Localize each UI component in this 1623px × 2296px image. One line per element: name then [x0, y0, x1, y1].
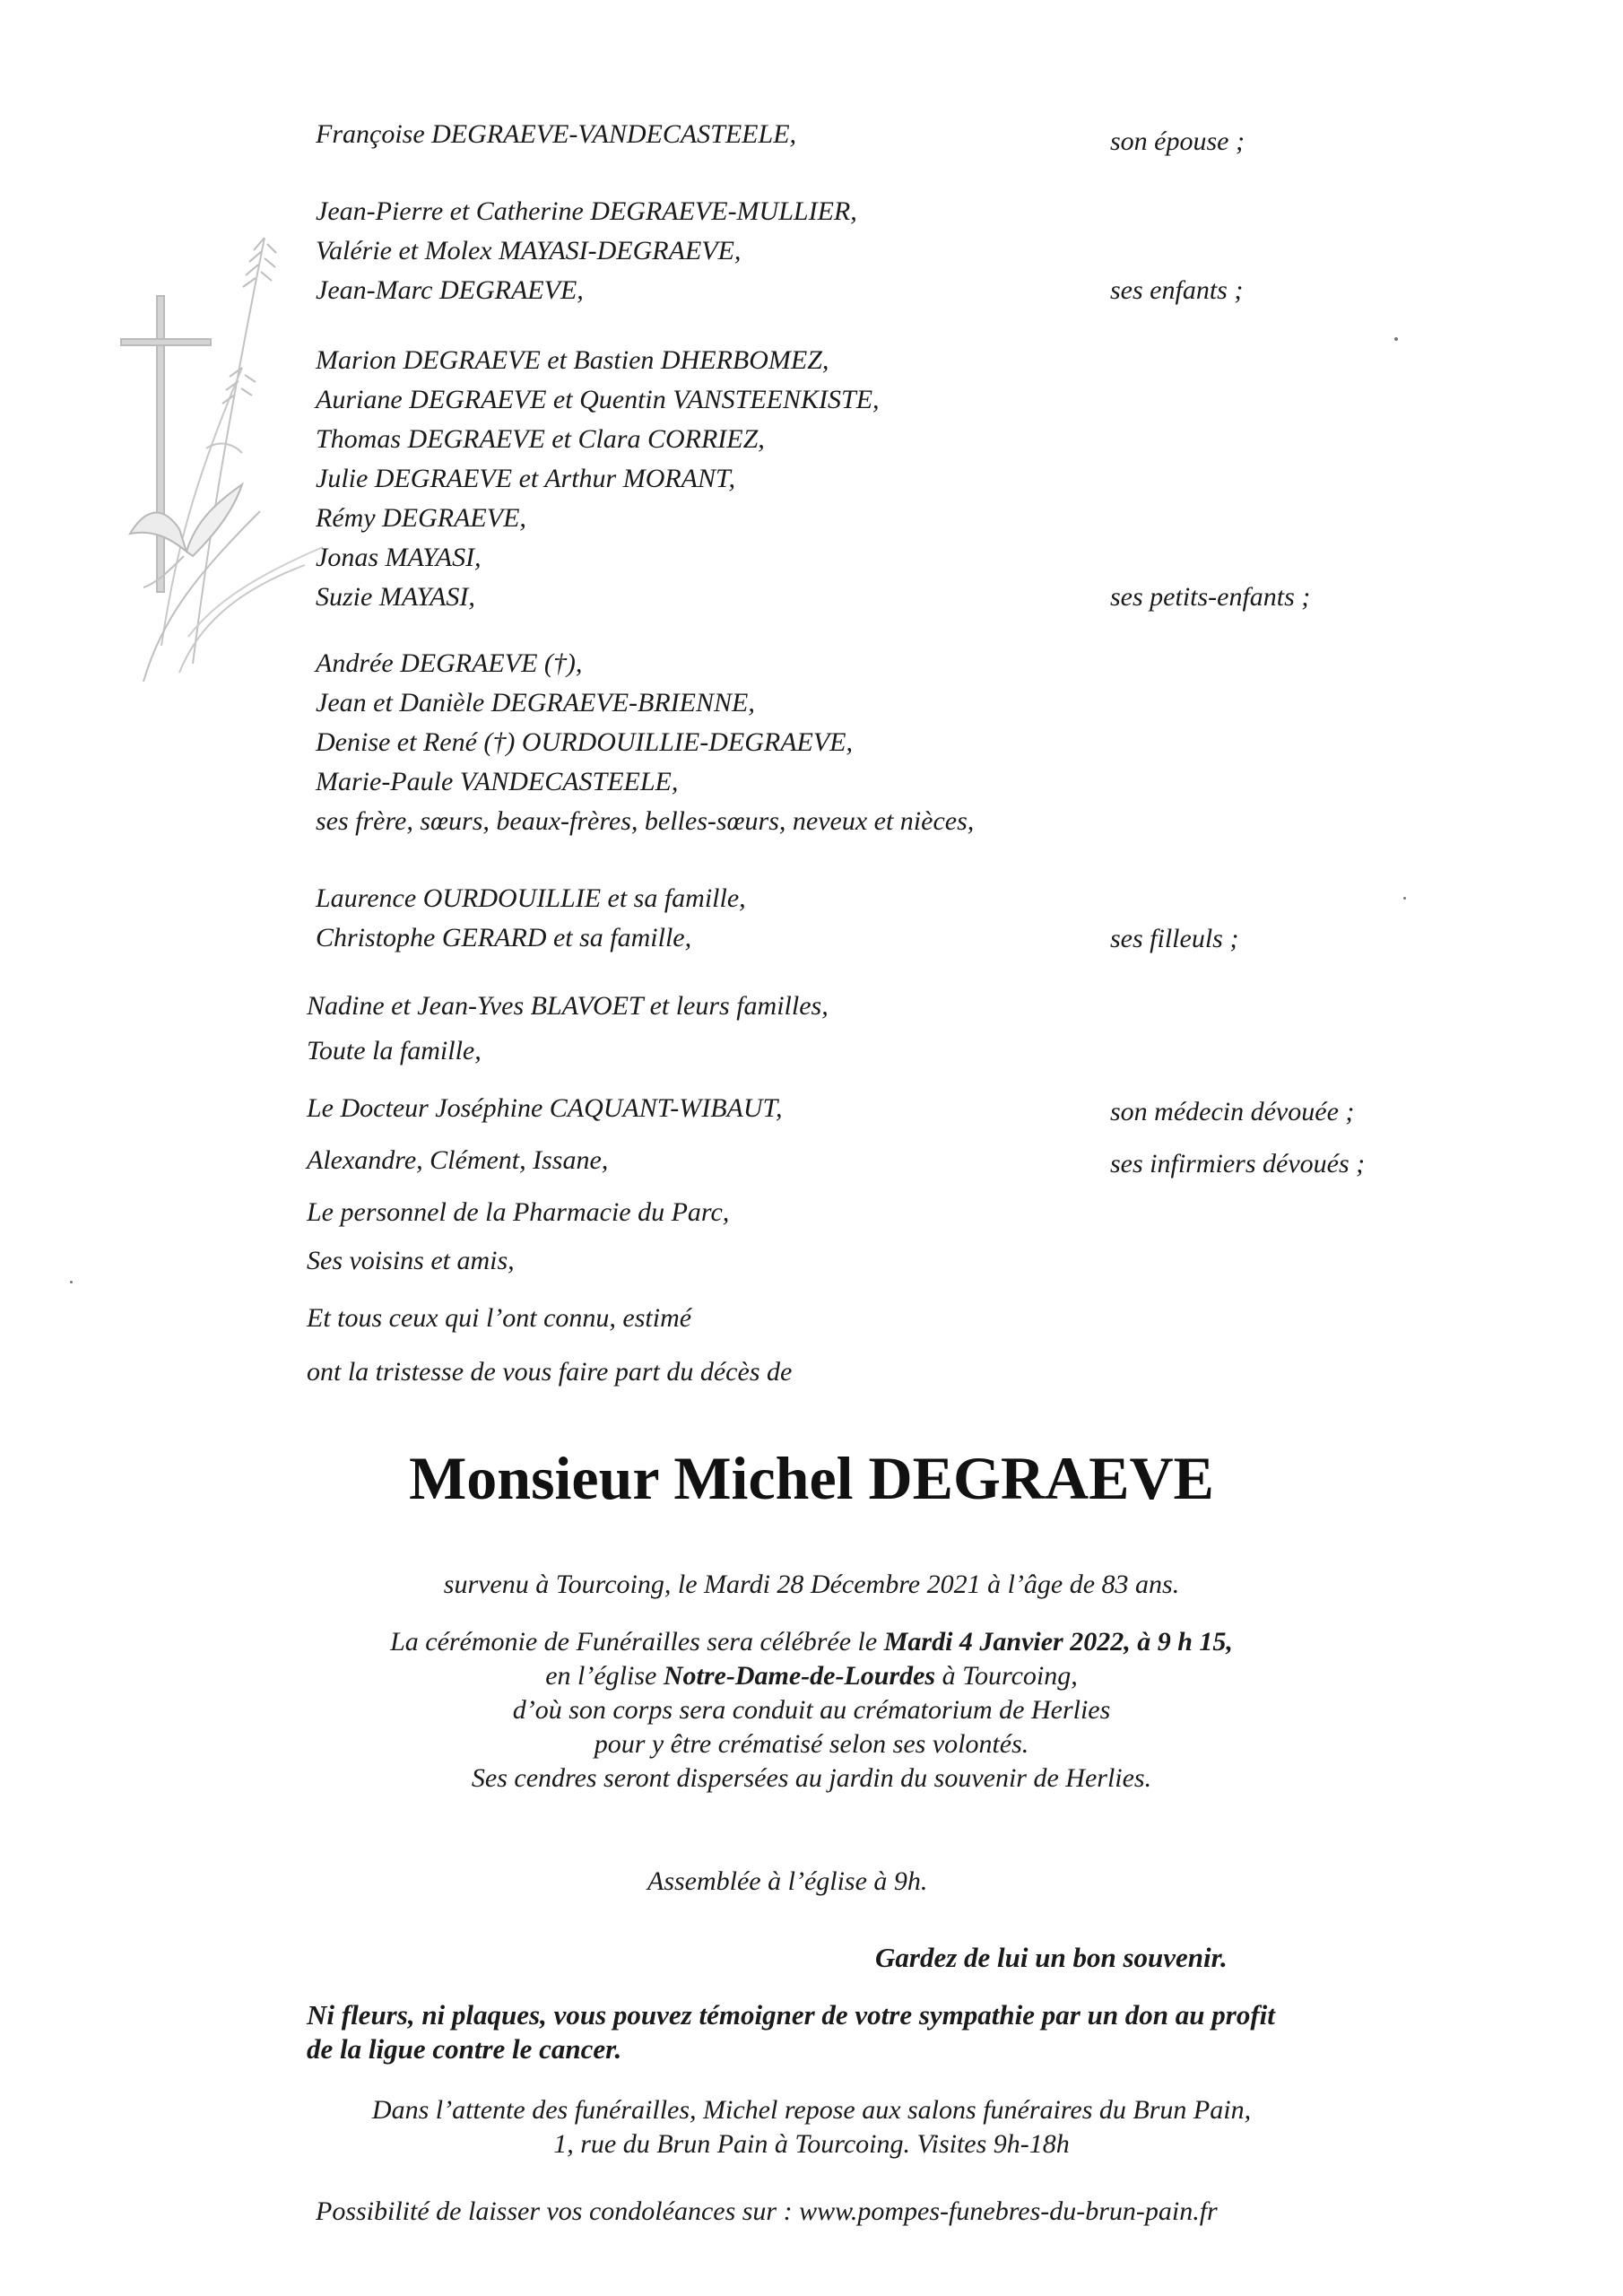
- godchild-name: Christophe GERARD et sa famille,: [316, 923, 692, 952]
- grandchild-name: Thomas DEGRAEVE et Clara CORRIEZ,: [316, 424, 765, 454]
- sibling-name: Marie-Paule VANDECASTEELE,: [316, 767, 679, 796]
- sibling-name: Jean et Danièle DEGRAEVE-BRIENNE,: [316, 688, 755, 718]
- deceased-name: Monsieur Michel DEGRAEVE: [409, 1444, 1214, 1512]
- flowers-line-2: de la ligue contre le cancer.: [307, 2033, 622, 2065]
- all-line-1: Et tous ceux qui l’ont connu, estimé: [307, 1303, 692, 1333]
- godchild-name: Laurence OURDOUILLIE et sa famille,: [316, 883, 746, 913]
- doctor-line: Le Docteur Joséphine CAQUANT-WIBAUT,: [307, 1093, 783, 1123]
- child-name: Jean-Pierre et Catherine DEGRAEVE-MULLIER,: [316, 196, 857, 226]
- blavoet-line: Nadine et Jean-Yves BLAVOET et leurs familles,: [307, 991, 829, 1021]
- church-post: à Tourcoing,: [935, 1661, 1078, 1691]
- ceremony-date: Mardi 4 Janvier 2022, à 9 h 15,: [883, 1627, 1233, 1657]
- rest-line-2: 1, rue du Brun Pain à Tourcoing. Visites 9h-18h: [553, 2129, 1070, 2159]
- godchildren-relation: ses filleuls ;: [1110, 924, 1239, 953]
- whole-family-line: Toute la famille,: [307, 1036, 482, 1065]
- scan-speck: [70, 1281, 73, 1283]
- rest-line-1: Dans l’attente des funérailles, Michel repose aux salons funéraires du Brun Pain,: [371, 2095, 1252, 2125]
- cross-lily-wheat-icon: [108, 215, 332, 682]
- pharmacy-line: Le personnel de la Pharmacie du Parc,: [307, 1197, 730, 1227]
- children-list: [316, 192, 857, 310]
- scan-speck: [1394, 337, 1398, 341]
- condolences-line: Possibilité de laisser vos condoléances sur : www.pompes-funebres-du-brun-pain.fr: [316, 2196, 1218, 2226]
- all-line-2: ont la tristesse de vous faire part du décès de: [307, 1357, 793, 1387]
- godchildren-list: [316, 879, 746, 958]
- sibling-name: Andrée DEGRAEVE (†),: [316, 648, 583, 678]
- grandchildren-relation: ses petits-enfants ;: [1110, 582, 1311, 612]
- grandchild-name: Rémy DEGRAEVE,: [316, 503, 526, 533]
- sibling-name: Denise et René (†) OURDOUILLIE-DEGRAEVE,: [316, 727, 853, 757]
- child-name: Valérie et Molex MAYASI-DEGRAEVE,: [316, 236, 742, 265]
- spouse-name: Françoise DEGRAEVE-VANDECASTEELE,: [316, 119, 797, 149]
- spouse-relation: son épouse ;: [1110, 126, 1245, 156]
- ceremony-text: La cérémonie de Funérailles sera célébrée le: [390, 1627, 884, 1657]
- ashes-line: Ses cendres seront dispersées au jardin du souvenir de Herlies.: [471, 1763, 1152, 1793]
- flowers-line-1: Ni fleurs, ni plaques, vous pouvez témoigner de votre sympathie par un don au profit: [307, 1999, 1275, 2031]
- nurses-line: Alexandre, Clément, Issane,: [307, 1145, 609, 1175]
- church-pre: en l’église: [545, 1661, 664, 1691]
- grandchild-name: Julie DEGRAEVE et Arthur MORANT,: [316, 464, 735, 493]
- church-line: [0, 1659, 1623, 1693]
- doctor-relation: son médecin dévouée ;: [1110, 1097, 1355, 1126]
- grandchild-name: Marion DEGRAEVE et Bastien DHERBOMEZ,: [316, 345, 829, 375]
- scan-speck: [1403, 897, 1406, 900]
- siblings-list: [316, 644, 974, 841]
- child-name: Jean-Marc DEGRAEVE,: [316, 275, 584, 305]
- ceremony-block: [0, 1625, 1623, 1796]
- grandchild-name: Jonas MAYASI,: [316, 543, 482, 572]
- memory-line: Gardez de lui un bon souvenir.: [875, 1942, 1228, 1973]
- rest-block: [0, 2093, 1623, 2161]
- cremation-line: pour y être crématisé selon ses volontés.: [594, 1729, 1029, 1759]
- nurses-relation: ses infirmiers dévoués ;: [1110, 1149, 1366, 1178]
- assembly-line: Assemblée à l’église à 9h.: [647, 1866, 928, 1896]
- neighbours-line: Ses voisins et amis,: [307, 1246, 515, 1275]
- children-relation: ses enfants ;: [1110, 275, 1244, 305]
- grandchild-name: Auriane DEGRAEVE et Quentin VANSTEENKISTE,: [316, 385, 880, 414]
- grandchild-name: Suzie MAYASI,: [316, 582, 475, 612]
- death-line: survenu à Tourcoing, le Mardi 28 Décembre 2021 à l’âge de 83 ans.: [443, 1570, 1180, 1599]
- siblings-relation: ses frère, sœurs, beaux-frères, belles-sœurs, neveux et nièces,: [316, 806, 975, 836]
- crematorium-line: d’où son corps sera conduit au crématorium de Herlies: [512, 1695, 1111, 1725]
- ceremony-line: [0, 1625, 1623, 1659]
- grandchildren-list: [316, 341, 880, 617]
- church-name: Notre-Dame-de-Lourdes: [663, 1661, 936, 1691]
